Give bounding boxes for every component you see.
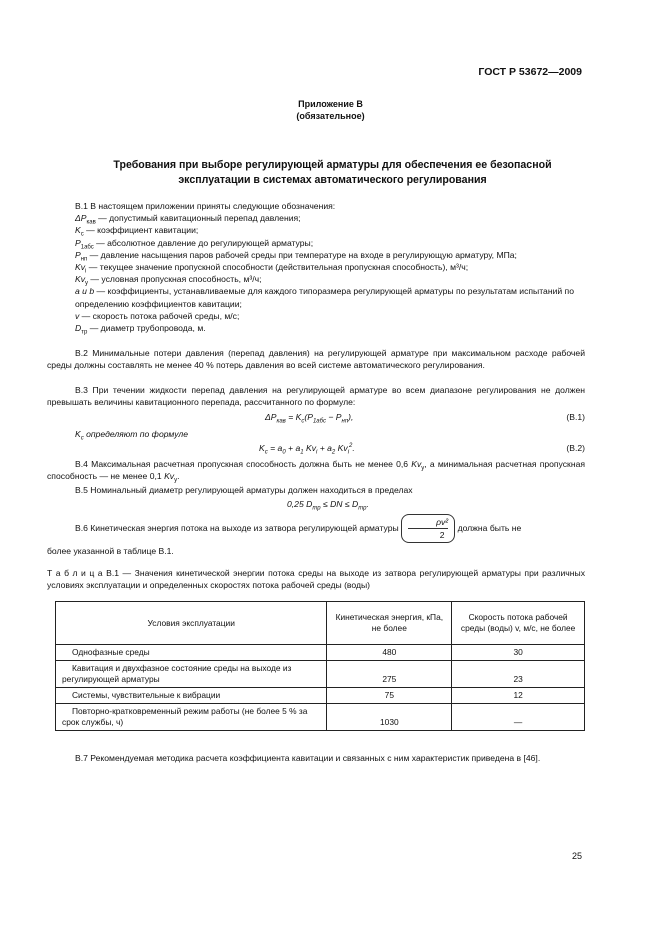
appendix-status: (обязательное) — [296, 111, 365, 121]
paragraph-b2 — [47, 347, 585, 371]
page-number: 25 — [571, 851, 582, 861]
table-caption-text: Т а б л и ц а В.1 — Значения кинетической энергии потока среды на выходе из затвора регулирующей арматуры при различных условиях эксплуатации и определенных скоростях потока рабочей среды (воды) — [47, 568, 585, 591]
cell-speed: — — [452, 704, 585, 731]
table-row — [56, 704, 585, 731]
formula-b1-expression: $\Delta P_{кав} = K_c(P_{1абс} - P_{нп})$, — [265, 412, 354, 425]
definition-subscript: тр — [81, 329, 88, 336]
definition-symbol: P — [75, 249, 81, 260]
table-row — [56, 688, 585, 704]
formula-b2 — [47, 442, 585, 454]
kinetic-energy-fraction — [401, 514, 455, 543]
kc-definition-text: $K_c$ определяют по формуле — [75, 429, 189, 442]
cell-speed: 23 — [452, 661, 585, 688]
table-row — [56, 645, 585, 661]
paragraph-b3 — [47, 384, 585, 408]
formula-b1 — [47, 411, 585, 423]
cell-energy: 480 — [327, 645, 452, 661]
definition-item — [47, 273, 585, 285]
cell-energy: 275 — [327, 661, 452, 688]
definition-text: — скорость потока рабочей среды, м/с; — [79, 310, 240, 321]
definition-item — [47, 322, 585, 334]
definition-item — [47, 249, 585, 261]
cell-condition: Однофазные среды — [56, 645, 327, 661]
definition-subscript: y — [85, 280, 89, 287]
definitions-list — [47, 212, 585, 334]
definition-item — [47, 237, 585, 249]
b6-before: В.6 Кинетическая энергия потока на выходе из затвора регулирующей арматуры — [75, 523, 399, 533]
definition-text: — коэффициент кавитации; — [83, 225, 199, 236]
definition-text: — абсолютное давление до регулирующей арматуры; — [93, 237, 314, 248]
definition-item — [47, 212, 585, 224]
cell-condition: Кавитация и двухфазное состояние среды на выходе из регулирующей арматуры — [56, 661, 327, 688]
paragraph-b5 — [47, 484, 585, 496]
definition-symbol: K — [75, 225, 81, 236]
paragraph-b7-text: В.7 Рекомендуемая методика расчета коэффициента кавитации и связанных с ним характеристик приведена в [46]. — [75, 753, 541, 763]
table-body — [56, 645, 585, 731]
cell-energy: 1030 — [327, 704, 452, 731]
definition-symbol: a и b — [75, 286, 95, 297]
formula-b3 — [47, 498, 585, 510]
header-speed: Скорость потока рабочей среды (воды) v, м/с, не более — [452, 602, 585, 645]
b6-continuation: более указанной в таблице В.1. — [47, 546, 174, 557]
kc-definition — [47, 428, 585, 440]
definition-symbol: P — [75, 237, 81, 248]
definition-symbol: v — [75, 310, 80, 321]
b6-after: должна быть не — [457, 523, 522, 533]
definition-subscript: c — [80, 232, 84, 239]
kinetic-energy-table — [55, 601, 585, 731]
paragraph-b3-text: В.3 При течении жидкости перепад давления на регулирующей арматуре во всем диапазоне регулирования не должен превышать величины кавитационного перепада, рассчитанного по формуле: — [47, 385, 585, 408]
definition-subscript: i — [85, 268, 87, 275]
definition-text: — давление насыщения паров рабочей среды при температуре на входе в регулирующую арматуру, МПа; — [87, 249, 517, 260]
paragraph-b5-text: В.5 Номинальный диаметр регулирующей арматуры должен находиться в пределах — [75, 485, 413, 495]
definition-subscript: нп — [80, 256, 88, 263]
standard-number: ГОСТ Р 53672—2009 — [478, 66, 582, 78]
cell-condition: Повторно-кратковременный режим работы (не более 5 % за срок службы, ч) — [56, 704, 327, 731]
cell-energy: 75 — [327, 688, 452, 704]
fraction-denominator: 2 — [408, 528, 448, 541]
formula-b3-expression: 0,25 $D_{тр}$ ≤ DN ≤ $D_{тр}$. — [287, 499, 369, 512]
definition-item — [47, 285, 585, 309]
paragraph-b6 — [47, 514, 585, 557]
definition-text: — текущее значение пропускной способности (действительная пропускная способность), м³/ч; — [86, 262, 469, 273]
definition-text: — коэффициенты, устанавливаемые для каждого типоразмера регулирующей арматуры по результатам испытаний по определению коэффициентов кавитации; — [75, 286, 574, 309]
definition-text: — допустимый кавитационный перепад давления; — [95, 213, 301, 224]
definition-text: — условная пропускная способность, м³/ч; — [88, 274, 262, 285]
cell-speed: 12 — [452, 688, 585, 704]
fraction-numerator: ρv² — [436, 517, 449, 528]
paragraph-b4 — [47, 458, 585, 482]
definition-symbol: Kv — [75, 274, 86, 285]
definition-subscript: кав — [86, 219, 96, 226]
appendix-heading: Приложение В — [298, 99, 363, 109]
paragraph-b6-text — [47, 514, 585, 543]
formula-b1-number: (В.1) — [566, 412, 585, 422]
definition-item — [47, 310, 585, 322]
paragraph-b2-text: В.2 Минимальные потери давления (перепад давления) на регулирующей арматуре при максимальном расходе рабочей среды должны составлять не менее 40 % потерь давления во всей системе автоматического регулирования. — [47, 348, 585, 371]
document-title: Требования при выборе регулирующей арматуры для обеспечения ее безопасной эксплуатации в системах автоматического регулирования — [113, 159, 552, 186]
definitions-intro: В.1 В настоящем приложении приняты следующие обозначения: — [75, 201, 336, 211]
definition-symbol: Kv — [75, 262, 86, 273]
formula-b2-number: (В.2) — [566, 443, 585, 453]
cell-speed: 30 — [452, 645, 585, 661]
definition-item — [47, 224, 585, 239]
paragraph-b4-text: В.4 Максимальная расчетная пропускная способность должна быть не менее 0,6 $Kv_y$, а минимальная расчетная пропускная способность — не менее 0,1 $Kv_y$. — [47, 459, 585, 484]
cell-condition: Системы, чувствительные к вибрации — [56, 688, 327, 704]
definition-item — [47, 261, 585, 273]
definitions-section — [47, 200, 585, 334]
header-conditions: Условия эксплуатации — [56, 602, 327, 645]
table-row — [56, 661, 585, 688]
definition-text: — диаметр трубопровода, м. — [87, 323, 206, 334]
paragraph-b7 — [47, 752, 585, 764]
header-energy: Кинетическая энергия, кПа, не более — [327, 602, 452, 645]
definition-symbol: D — [75, 323, 82, 334]
table-header-row — [56, 602, 585, 645]
table-caption — [47, 567, 585, 591]
definition-symbol: ΔP — [75, 213, 87, 224]
formula-b2-expression: $K_c = a_0 + a_1$ $Kv_i + a_2$ $Kv_i^2$. — [259, 443, 355, 456]
definition-subscript: 1абс — [80, 244, 94, 251]
